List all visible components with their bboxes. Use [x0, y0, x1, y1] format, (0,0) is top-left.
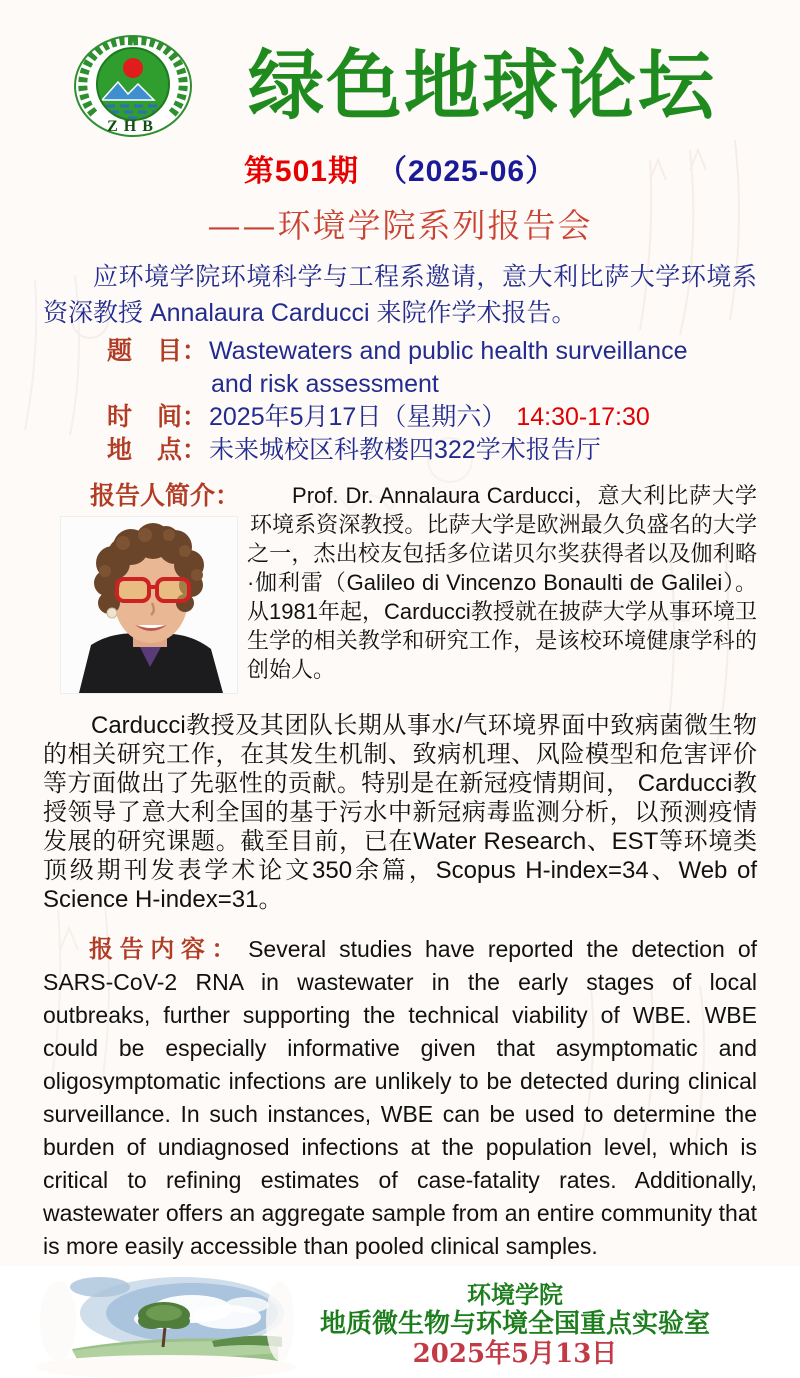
topic-label: 题 目：: [107, 337, 208, 365]
abstract-paragraph: [43, 933, 757, 1263]
time-range: 14:30-17:30: [516, 403, 650, 431]
research-paragraph: Carducci教授及其团队长期从事水/气环境界面中致病菌微生物的相关研究工作，在其发生机制、致病机理、风险模型和危害评价等方面做出了先驱性的贡献。特别是在新冠疫情期间， Carducci教授领导了意大利全国的基于污水中新冠病毒监测分析，以预测疫情发展的研究课题。截至目前，已在Water Research、EST等环境类顶级期刊发表学术论文350余篇，Scopus H-index=34、Web of Science H-index=31。: [43, 712, 757, 913]
seminar-details: [107, 335, 757, 467]
forum-title: 绿色地球论坛: [248, 41, 716, 130]
topic-line2: and risk assessment: [211, 370, 439, 398]
time-date: 2025年5月17日（星期六）: [209, 403, 507, 431]
time-row: [107, 401, 757, 434]
abstract-label: 报告内容：: [89, 936, 243, 963]
topic-value: [209, 335, 688, 401]
speaker-photo: [60, 516, 238, 694]
topic-line1: Wastewaters and public health surveillance: [209, 337, 688, 365]
landscape-vignette-icon: [42, 1271, 290, 1373]
header: [0, 0, 800, 138]
issue-code: （2025-06）: [376, 155, 557, 188]
footer-laboratory: 地质微生物与环境全国重点实验室: [319, 1309, 710, 1339]
series-subtitle: ——环境学院系列报告会: [207, 206, 593, 245]
invitation-paragraph: 应环境学院环境科学与工程系邀请，意大利比萨大学环境系资深教授 Annalaura Carducci 来院作学术报告。: [43, 263, 757, 327]
zhb-environment-logo-icon: [72, 34, 194, 138]
speaker-bio-section: [43, 481, 757, 696]
bio-text: Prof. Dr. Annalaura Carducci，意大利比萨大学环境系资深教授。比萨大学是欧洲最久负盛名的大学之一，杰出校友包括多位诺贝尔奖获得者以及伽利略·伽利雷（Galileo di Vincenzo Bonaulti de Galilei）。从1981年起，Carducci教授就在披萨大学从事环境卫生学的相关教学和研究工作，是该校环境健康学科的创始人。: [247, 483, 757, 682]
venue-value: 未来城校区科教楼四322学术报告厅: [209, 436, 601, 464]
footer-signature: [290, 1271, 800, 1369]
issue-line: [0, 146, 800, 190]
topic-row: [107, 335, 757, 401]
venue-row: [107, 434, 757, 467]
time-label: 时 间：: [107, 403, 208, 431]
venue-label: 地 点：: [107, 436, 208, 464]
issue-number: 第501期: [243, 155, 359, 188]
abstract-text: Several studies have reported the detection of SARS-CoV-2 RNA in wastewater in the early stages of local outbreaks, further supporting the technical viability of WBE. WBE could be especially informative given that asymptomatic and oligosymptomatic infections are unlikely to be detected during clinical surveillance. In such instances, WBE can be used to determine the burden of undiagnosed infections at the population level, which is critical to refining estimates of case-fatality rates. Additionally, wastewater offers an aggregate sample from an entire community that is more easily accessible than pooled clinical samples.: [43, 936, 758, 1259]
footer: [0, 1271, 800, 1373]
footer-date: 2025年5月13日: [412, 1339, 618, 1369]
bio-label: 报告人简介：: [90, 482, 241, 510]
footer-school: 环境学院: [467, 1280, 563, 1309]
time-value: [209, 401, 650, 434]
logo-zhb-text: ZHB: [107, 118, 159, 135]
